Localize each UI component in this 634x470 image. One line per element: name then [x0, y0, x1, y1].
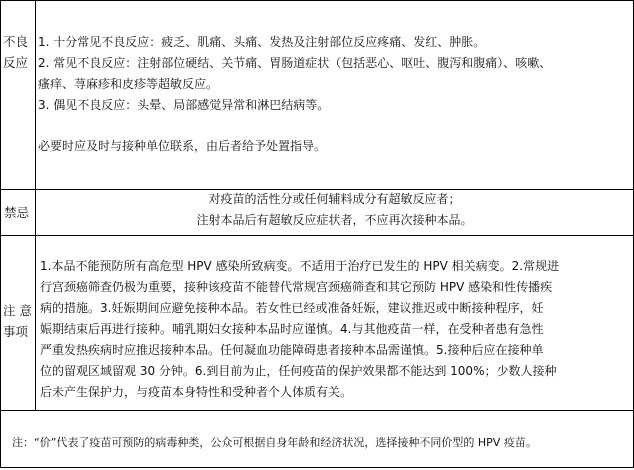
precaution-line-3: 病的措施。3.妊娠期间应避免接种本品。若女性已经或准备妊娠，建议推迟或中断接种程序，妊	[40, 301, 544, 315]
adverse-label-line1: 不良	[3, 34, 29, 49]
contraindications-label: 禁忌	[4, 205, 30, 220]
row-divider-3	[0, 410, 634, 411]
adverse-item-1: 1. 十分常见不良反应：疲乏、肌痛、头痛、发热及注射部位反应疼痛、发红、肿胀。	[38, 35, 486, 49]
adverse-item-2: 2. 常见不良反应：注射部位硬结、关节痛、胃肠道症状（包括恶心、呕吐、腹泻和腹痛）、咳嗽、	[38, 56, 552, 70]
table-border-bottom	[0, 467, 634, 468]
table-border-left	[0, 0, 1, 468]
precautions-label-line1: 注 意	[3, 303, 32, 318]
adverse-note: 必要时应及时与接种单位联系，由后者给予处置指导。	[38, 139, 327, 153]
adverse-label	[3, 31, 28, 73]
table-border-top	[0, 0, 634, 1]
contraindication-line-1: 对疫苗的活性分或任何辅料成分有超敏反应者；	[208, 192, 461, 206]
row-divider-2	[0, 235, 634, 236]
adverse-item-3: 3. 偶见不良反应：头晕、局部感觉异常和淋巴结病等。	[38, 98, 330, 112]
precautions-label-line2: 事项	[3, 324, 29, 339]
adverse-label-line2: 反应	[3, 55, 29, 70]
precaution-line-7: 后未产生保护力，与疫苗本身特性和受种者个人体质有关。	[40, 385, 353, 399]
footnote: 注：“价”代表了疫苗可预防的病毒种类，公众可根据自身年龄和经济状况，选择接种不同价型的 HPV 疫苗。	[12, 436, 537, 449]
precaution-line-1: 1.本品不能预防所有高危型 HPV 感染所致病变。不适用于治疗已发生的 HPV 相关病变。2.常规进	[40, 259, 560, 273]
precaution-line-6: 位的留观区域留观 30 分钟。6.到目前为止，任何疫苗的保护效果都不能达到 100%；少数人接种	[40, 364, 557, 378]
precaution-line-4: 娠期结束后再进行接种。哺乳期妇女接种本品时应谨慎。4.与其他疫苗一样，在受种者患有急性	[40, 322, 544, 336]
adverse-item-2-cont: 瘙痒、荨麻疹和皮疹等超敏反应。	[38, 77, 219, 91]
precaution-line-5: 严重发热疾病时应推迟接种本品。任何凝血功能障碍患者接种本品需谨慎。5.接种后应在接种单	[40, 343, 544, 357]
contraindication-line-2: 注射本品后有超敏反应症状者，不应再次接种本品。	[196, 213, 473, 227]
precaution-line-2: 行宫颈癌筛查仍极为重要，接种该疫苗不能替代常规宫颈癌筛查和其它预防 HPV 感染和性传播疾	[40, 280, 553, 294]
precautions-label	[3, 300, 32, 342]
